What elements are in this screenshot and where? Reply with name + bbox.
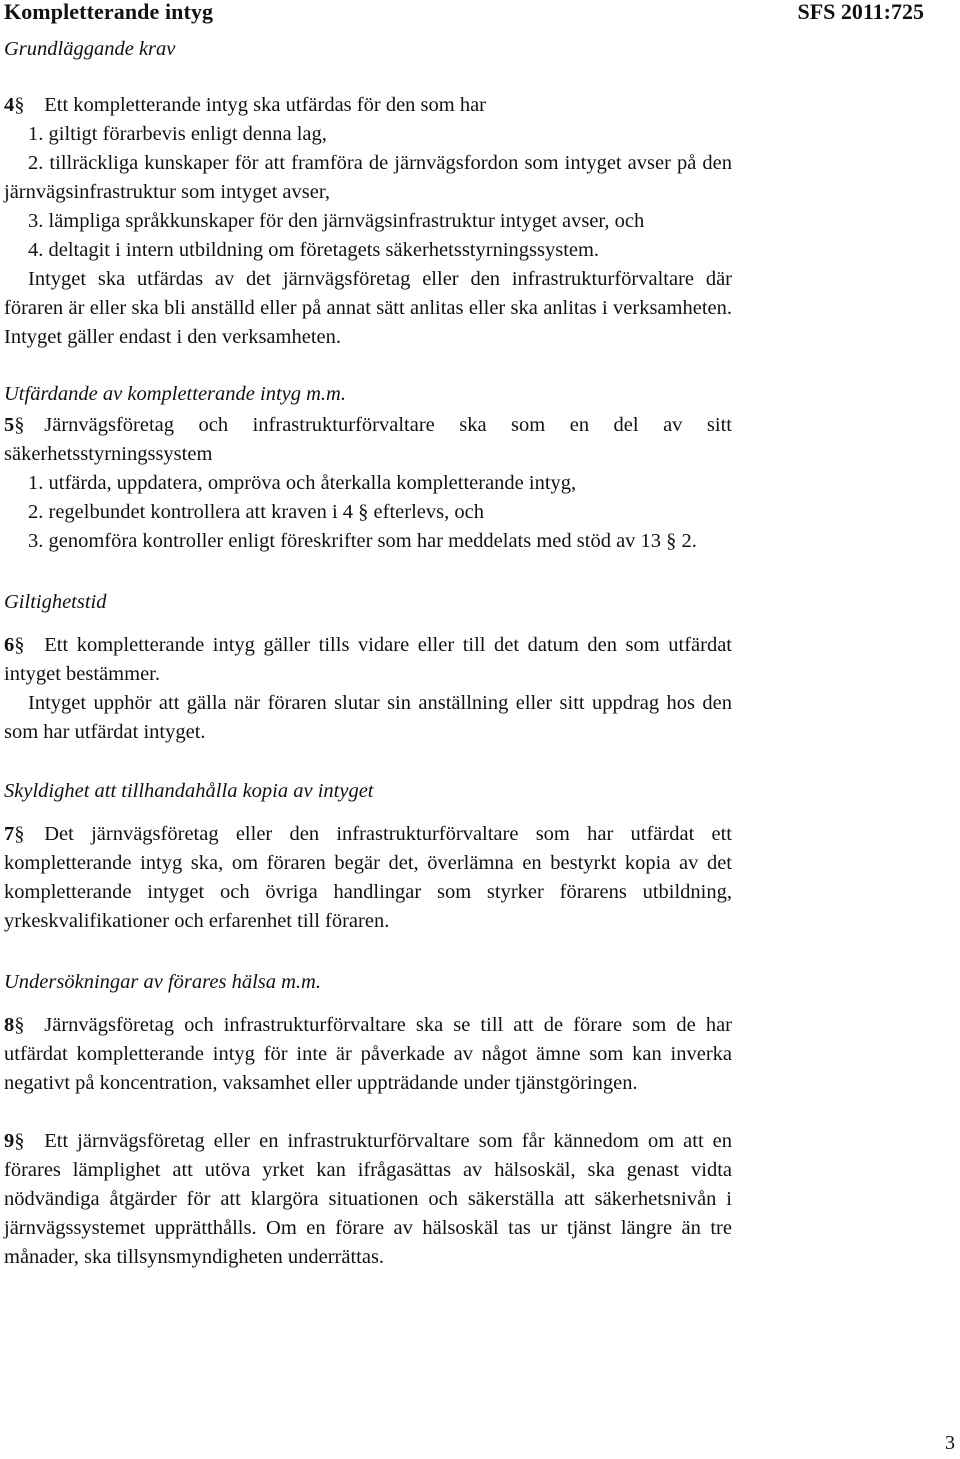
section-number: 5 <box>4 414 15 436</box>
section-paragraph: 5§ Järnvägsföretag och infrastrukturförvaltare ska som en del av sitt säkerhetsstyrningssystem <box>4 411 732 469</box>
list-item: 4. deltagit i intern utbildning om företagets säkerhetsstyrningssystem. <box>28 239 600 261</box>
section-4 <box>4 35 732 352</box>
section-paragraph: 4§ Ett kompletterande intyg ska utfärdas för den som har <box>4 91 732 120</box>
section-paragraph: 9§ Ett järnvägsföretag eller en infrastrukturförvaltare som får kännedom om att en förares lämplighet att utöva yrket kan ifrågasättas av hälsoskäl, ska genast vidta nödvändiga åtgärder för att klargöra situationen och säkerställa att säkerhetsnivån i järnvägssystemet upprätthålls. Om en förare av hälsoskäl tas ur tjänst längre än tre månader, ska tillsynsmyndigheten underrättas. <box>4 1127 732 1272</box>
section-8 <box>4 968 732 1098</box>
section-number: 4 <box>4 94 15 116</box>
section-9 <box>4 1127 732 1272</box>
section-heading: Grundläggande krav <box>4 38 176 60</box>
list-item: 2. regelbundet kontrollera att kraven i 4 § efterlevs, och <box>28 501 484 523</box>
running-header-title: Kompletterande intyg <box>4 0 214 24</box>
section-paragraph: Intyget ska utfärdas av det järnvägsföretag eller den infrastrukturförvaltare där föraren är eller ska bli anställd eller på annat sätt anlitas eller ska anlitas i verksamheten. Intyget gäller endast i den verksamheten. <box>4 268 732 348</box>
section-7 <box>4 777 732 936</box>
section-heading: Utfärdande av kompletterande intyg m.m. <box>4 383 346 405</box>
section-paragraph: 8§ Järnvägsföretag och infrastrukturförvaltare ska se till att de förare som de har utfärdat kompletterande intyg för inte är påverkade av något ämne som kan inverka negativt på koncentration, vaksamhet eller uppträdande under tjänstgöringen. <box>4 1011 732 1098</box>
paragraph-sign: § <box>14 414 25 436</box>
section-6 <box>4 588 732 747</box>
paragraph-sign: § <box>14 823 25 845</box>
section-heading: Giltighetstid <box>4 591 107 613</box>
section-number: 6 <box>4 634 15 656</box>
section-number: 8 <box>4 1014 15 1036</box>
section-heading: Undersökningar av förares hälsa m.m. <box>4 971 321 993</box>
list-item: 1. utfärda, uppdatera, ompröva och återkalla kompletterande intyg, <box>28 472 577 494</box>
list-item: 3. lämpliga språkkunskaper för den järnvägsinfrastruktur intyget avser, och <box>28 210 645 232</box>
section-heading: Skyldighet att tillhandahålla kopia av intyget <box>4 780 374 802</box>
paragraph-sign: § <box>14 94 25 116</box>
section-number: 7 <box>4 823 15 845</box>
list-item: 3. genomföra kontroller enligt föreskrifter som har meddelats med stöd av 13 § 2. <box>28 530 697 552</box>
paragraph-sign: § <box>14 1014 25 1036</box>
paragraph-sign: § <box>14 1130 25 1152</box>
section-5 <box>4 380 732 556</box>
list-item: 1. giltigt förarbevis enligt denna lag, <box>28 123 327 145</box>
section-paragraph: 7§ Det järnvägsföretag eller den infrastrukturförvaltare som har utfärdat ett kompletterande intyg ska, om föraren begär det, överlämna en bestyrkt kopia av det kompletterande intyget och övriga handlingar som styrker förarens utbildning, yrkeskvalifikationer och erfarenhet till föraren. <box>4 820 732 936</box>
paragraph-sign: § <box>14 634 25 656</box>
page-number: 3 <box>945 1432 955 1454</box>
running-header-sfs-number: SFS 2011:725 <box>797 0 924 24</box>
section-paragraph: Intyget upphör att gälla när föraren slutar sin anställning eller sitt uppdrag hos den som har utfärdat intyget. <box>4 692 732 743</box>
list-item: 2. tillräckliga kunskaper för att framföra de järnvägsfordon som intyget avser på den järnvägsinfrastruktur som intyget avser, <box>4 152 732 203</box>
section-paragraph: 6§ Ett kompletterande intyg gäller tills vidare eller till det datum den som utfärdat intyget bestämmer. <box>4 631 732 689</box>
document-body <box>4 35 732 1272</box>
section-number: 9 <box>4 1130 15 1152</box>
